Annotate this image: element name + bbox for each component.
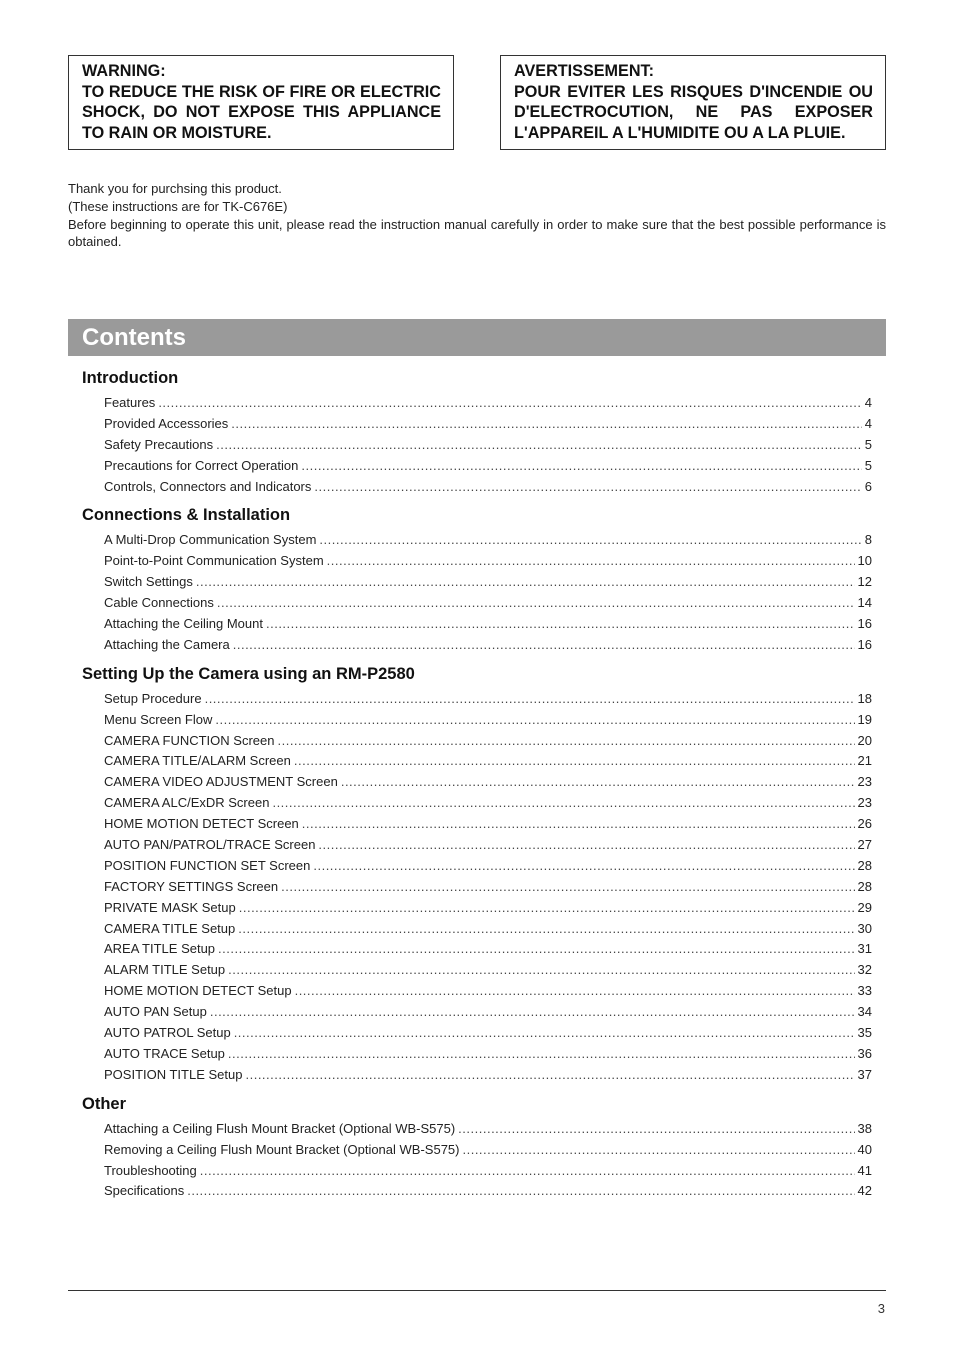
toc-dot-leader	[458, 1119, 854, 1140]
toc-dot-leader	[217, 593, 855, 614]
toc-entry[interactable]	[104, 835, 872, 856]
toc-entry[interactable]	[104, 919, 872, 940]
toc-entry-title: CAMERA VIDEO ADJUSTMENT Screen	[104, 774, 338, 790]
toc-dot-leader	[158, 393, 861, 414]
toc-entry[interactable]	[104, 939, 872, 960]
toc-entry[interactable]	[104, 1140, 872, 1161]
toc-entry-page: 35	[857, 1025, 872, 1041]
toc-entry-title: AUTO TRACE Setup	[104, 1045, 225, 1061]
warning-box-french	[500, 55, 886, 150]
warning-title: WARNING:	[82, 62, 166, 80]
toc-dot-leader	[228, 960, 854, 981]
toc-dot-leader	[314, 477, 861, 498]
toc-dot-leader	[301, 456, 861, 477]
toc-entry-page: 31	[857, 941, 872, 957]
toc-entry-title: Attaching a Ceiling Flush Mount Bracket (Optional WB-S575)	[104, 1120, 456, 1136]
toc-entry[interactable]	[104, 551, 872, 572]
intro-text	[68, 180, 886, 251]
footer-divider	[68, 1290, 886, 1291]
toc-entry[interactable]	[104, 731, 872, 752]
intro-thanks: Thank you for purchsing this product.	[68, 181, 282, 196]
avertissement-text: POUR EVITER LES RISQUES D'INCENDIE OU D'ELECTROCUTION, NE PAS EXPOSER L'APPAREIL A L'HUMIDITE OU A LA PLUIE.	[514, 82, 873, 142]
toc-entry[interactable]	[104, 981, 872, 1002]
toc-entry-page: 4	[864, 415, 872, 431]
toc-dot-leader	[196, 572, 855, 593]
toc-dot-leader	[187, 1181, 854, 1202]
toc-entry[interactable]	[104, 710, 872, 731]
toc-section-heading: Setting Up the Camera using an RM-P2580	[82, 664, 415, 683]
toc-entry-page: 23	[857, 795, 872, 811]
toc-dot-leader	[218, 939, 854, 960]
toc-entry-title: HOME MOTION DETECT Setup	[104, 983, 292, 999]
toc-entry-title: Attaching the Ceiling Mount	[104, 616, 263, 632]
toc-entry-page: 41	[857, 1162, 872, 1178]
toc-entry-title: Menu Screen Flow	[104, 711, 213, 727]
toc-entry[interactable]	[104, 772, 872, 793]
toc-entry-page: 28	[857, 878, 872, 894]
contents-title: Contents	[82, 324, 186, 351]
toc-entry-page: 36	[857, 1045, 872, 1061]
toc-entry-page: 38	[857, 1120, 872, 1136]
toc-dot-leader	[294, 751, 855, 772]
toc-dot-leader	[216, 435, 862, 456]
toc-entry[interactable]	[104, 856, 872, 877]
toc-entry-title: Setup Procedure	[104, 690, 202, 706]
toc-entry-page: 4	[864, 395, 872, 410]
toc-dot-leader	[462, 1140, 854, 1161]
toc-entry[interactable]	[104, 960, 872, 981]
toc-entry-page: 12	[857, 574, 872, 590]
toc-entry-page: 27	[857, 837, 872, 853]
toc-entry-page: 21	[857, 753, 872, 769]
toc-entry-title: POSITION TITLE Setup	[104, 1066, 243, 1082]
toc-entry[interactable]	[104, 877, 872, 898]
toc-dot-leader	[295, 981, 855, 1002]
toc-dot-leader	[231, 414, 861, 435]
toc-entry-page: 33	[857, 983, 872, 999]
toc-entry-page: 14	[857, 595, 872, 611]
toc-dot-leader	[200, 1161, 855, 1182]
toc-dot-leader	[210, 1002, 855, 1023]
toc-entry-title: CAMERA ALC/ExDR Screen	[104, 795, 270, 811]
contents-header-bar	[68, 319, 886, 356]
toc-entry[interactable]	[104, 614, 872, 635]
toc-entry-title: Point-to-Point Communication System	[104, 553, 324, 569]
toc-entry[interactable]	[104, 593, 872, 614]
toc-entry-page: 29	[857, 899, 872, 915]
toc-entry[interactable]	[104, 456, 872, 477]
toc-dot-leader	[238, 919, 854, 940]
toc-entry-title: AUTO PAN Setup	[104, 1004, 207, 1020]
toc-entry-page: 10	[857, 553, 872, 569]
toc-entry[interactable]	[104, 1181, 872, 1202]
intro-read-manual: Before beginning to operate this unit, please read the instruction manual carefully in order to make sure that the best possible performance is obtained.	[68, 216, 886, 250]
page-number: 3	[877, 1301, 885, 1316]
toc-entry-title: CAMERA TITLE/ALARM Screen	[104, 753, 291, 769]
toc-entry[interactable]	[104, 477, 872, 498]
toc-entry-title: CAMERA TITLE Setup	[104, 920, 236, 936]
toc-dot-leader	[266, 614, 855, 635]
toc-entry[interactable]	[104, 689, 872, 710]
toc-entry[interactable]	[104, 414, 872, 435]
toc-dot-leader	[228, 1044, 855, 1065]
toc-dot-leader	[272, 793, 854, 814]
toc-entry-title: Removing a Ceiling Flush Mount Bracket (Optional WB-S575)	[104, 1141, 460, 1157]
toc-entry[interactable]	[104, 814, 872, 835]
toc-entry-page: 16	[857, 616, 872, 632]
toc-entry-title: Provided Accessories	[104, 415, 229, 431]
toc-entry[interactable]	[104, 393, 872, 414]
table-of-contents	[82, 367, 872, 1209]
toc-dot-leader	[215, 710, 854, 731]
toc-entry-title: FACTORY SETTINGS Screen	[104, 878, 279, 894]
toc-entry-page: 42	[857, 1183, 872, 1199]
toc-entry-title: HOME MOTION DETECT Screen	[104, 816, 299, 832]
toc-entry-title: Safety Precautions	[104, 436, 214, 452]
toc-entry[interactable]	[104, 1044, 872, 1065]
toc-entry-page: 8	[864, 532, 872, 548]
toc-dot-leader	[233, 635, 855, 656]
toc-dot-leader	[239, 898, 855, 919]
toc-section	[82, 663, 872, 1086]
toc-entry-page: 34	[857, 1004, 872, 1020]
toc-entry[interactable]	[104, 751, 872, 772]
warning-text: TO REDUCE THE RISK OF FIRE OR ELECTRIC SHOCK, DO NOT EXPOSE THIS APPLIANCE TO RAIN OR MOISTURE.	[82, 82, 441, 142]
toc-section-heading: Introduction	[82, 369, 179, 387]
toc-entry[interactable]	[104, 530, 872, 551]
toc-dot-leader	[313, 856, 854, 877]
toc-entry-title: Troubleshooting	[104, 1162, 197, 1178]
toc-section	[82, 1093, 872, 1203]
toc-section-heading: Other	[82, 1094, 127, 1113]
toc-entry-title: Switch Settings	[104, 574, 193, 590]
warning-box-english	[68, 55, 454, 150]
toc-section	[82, 367, 872, 497]
toc-entry[interactable]	[104, 1002, 872, 1023]
toc-entry[interactable]	[104, 793, 872, 814]
toc-entry-title: A Multi-Drop Communication System	[104, 532, 317, 548]
toc-entry-page: 37	[857, 1066, 872, 1082]
toc-entry-title: Controls, Connectors and Indicators	[104, 478, 312, 494]
toc-dot-leader	[319, 530, 861, 551]
toc-entry-title: Specifications	[104, 1183, 185, 1199]
toc-entry-page: 18	[857, 690, 872, 706]
toc-section	[82, 504, 872, 655]
toc-entry-title: Attaching the Camera	[104, 636, 230, 652]
toc-entry-title: CAMERA FUNCTION Screen	[104, 732, 275, 748]
avertissement-title: AVERTISSEMENT:	[514, 62, 655, 80]
toc-entry[interactable]	[104, 1065, 872, 1086]
toc-entry-page: 26	[857, 816, 872, 832]
toc-entry-page: 16	[857, 636, 872, 652]
toc-dot-leader	[302, 814, 855, 835]
toc-dot-leader	[318, 835, 854, 856]
toc-entry-title: PRIVATE MASK Setup	[104, 899, 236, 915]
toc-entry-title: AUTO PAN/PATROL/TRACE Screen	[104, 837, 316, 853]
toc-entry-title: AREA TITLE Setup	[104, 941, 216, 957]
toc-dot-leader	[341, 772, 855, 793]
toc-entry-title: Features	[104, 395, 156, 410]
toc-dot-leader	[327, 551, 855, 572]
toc-entry[interactable]	[104, 1023, 872, 1044]
toc-entry-page: 5	[864, 457, 872, 473]
toc-entry-page: 20	[857, 732, 872, 748]
toc-dot-leader	[281, 877, 854, 898]
toc-entry-page: 30	[857, 920, 872, 936]
toc-entry-page: 6	[864, 478, 872, 494]
toc-dot-leader	[234, 1023, 855, 1044]
toc-entry[interactable]	[104, 1161, 872, 1182]
intro-model-note: (These instructions are for TK-C676E)	[68, 198, 288, 214]
toc-dot-leader	[277, 731, 854, 752]
toc-entry[interactable]	[104, 898, 872, 919]
toc-entry[interactable]	[104, 635, 872, 656]
toc-entry-title: Precautions for Correct Operation	[104, 457, 299, 473]
toc-entry[interactable]	[104, 435, 872, 456]
toc-entry[interactable]	[104, 1119, 872, 1140]
toc-entry-page: 19	[857, 711, 872, 727]
toc-dot-leader	[205, 689, 855, 710]
toc-entry-page: 40	[857, 1141, 872, 1157]
toc-entry[interactable]	[104, 572, 872, 593]
toc-entry-page: 28	[857, 857, 872, 873]
toc-entry-page: 23	[857, 774, 872, 790]
toc-entry-title: ALARM TITLE Setup	[104, 962, 226, 978]
toc-entry-page: 32	[857, 962, 872, 978]
toc-entry-title: POSITION FUNCTION SET Screen	[104, 857, 311, 873]
toc-section-heading: Connections & Installation	[82, 506, 291, 525]
toc-entry-title: Cable Connections	[104, 595, 214, 611]
toc-dot-leader	[245, 1065, 854, 1086]
toc-entry-page: 5	[864, 436, 872, 452]
toc-entry-title: AUTO PATROL Setup	[104, 1025, 231, 1041]
